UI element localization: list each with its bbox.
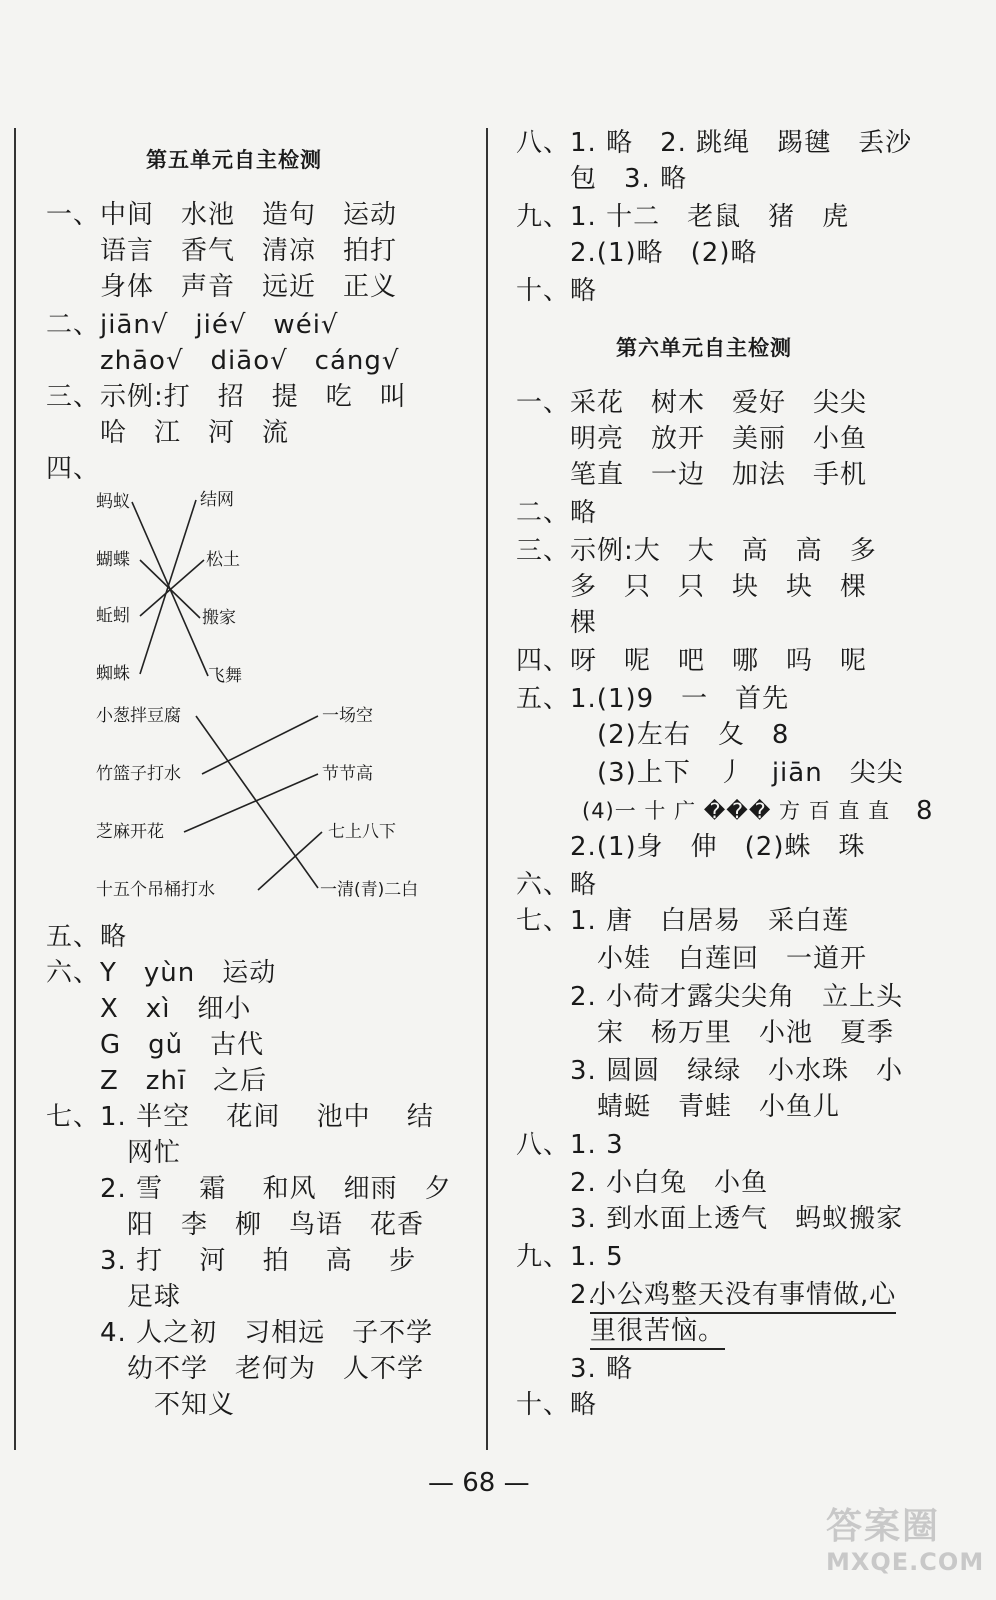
connector-line [140, 500, 196, 674]
left-line: 网忙 [46, 1138, 182, 1168]
left-line: 3. 打 河 拍 高 步 [46, 1246, 417, 1276]
match1-left-item: 蚯蚓 [96, 606, 130, 626]
right-line: 九、1. 十二 老鼠 猪 虎 [516, 202, 850, 232]
left-line: 四、 [46, 454, 101, 484]
left-line: 六、Y yùn 运动 [46, 958, 277, 988]
right-line: 七、1. 唐 白居易 采白莲 [516, 906, 850, 936]
right-line: 五、1.(1)9 一 首先 [516, 684, 790, 714]
match2-right-item: 节节高 [322, 764, 373, 784]
match1-left-item: 蝴蝶 [96, 550, 130, 570]
left-line: 一、中间 水池 造句 运动 [46, 200, 398, 230]
column-divider [486, 128, 488, 1450]
left-line: 阳 李 柳 鸟语 花香 [46, 1210, 425, 1240]
left-line: 不知义 [46, 1390, 236, 1420]
left-line: 七、1. 半空 花间 池中 结 [46, 1102, 434, 1132]
right-line: 一、采花 树木 爱好 尖尖 [516, 388, 868, 418]
right-line: 宋 杨万里 小池 夏季 [516, 1018, 895, 1048]
left-line: 足球 [46, 1282, 182, 1312]
right-line: 2. 小白兔 小鱼 [516, 1168, 769, 1198]
connector-line [184, 774, 318, 832]
left-line: 三、示例:打 招 提 吃 叫 [46, 382, 407, 412]
left-line: 4. 人之初 习相远 子不学 [46, 1318, 434, 1348]
right-line: 小娃 白莲回 一道开 [516, 944, 868, 974]
right-line: 笔直 一边 加法 手机 [516, 460, 868, 490]
right-line: 3. 圆圆 绿绿 小水珠 小 [516, 1056, 904, 1086]
right-line: 2. 小荷才露尖尖角 立上头 [516, 982, 904, 1012]
underlined-answer-line-2: 里很苦恼。 [590, 1316, 725, 1350]
right-line: 明亮 放开 美丽 小鱼 [516, 424, 868, 454]
match1-right-item: 松土 [206, 550, 240, 570]
left-line: zhāo√ diāo√ cáng√ [46, 346, 400, 376]
right-line: 棵 [516, 608, 598, 638]
right-line: 九、1. 5 [516, 1242, 624, 1272]
right-line: 八、1. 3 [516, 1130, 624, 1160]
match1-left-item: 蚂蚁 [96, 492, 130, 512]
right-line: 2. [516, 1280, 607, 1310]
left-line: Z zhī 之后 [46, 1066, 268, 1096]
match2-left-item: 十五个吊桶打水 [96, 880, 215, 900]
connector-line [140, 560, 200, 618]
right-line: 十、略 [516, 276, 598, 306]
right-line: 六、略 [516, 870, 598, 900]
watermark-text-bottom: MXQE.COM [826, 1548, 985, 1576]
match2-right-item: 一清(青)二白 [320, 880, 419, 900]
right-line: 2.(1)略 (2)略 [516, 238, 758, 268]
right-line: 2.(1)身 伸 (2)蛛 珠 [516, 832, 866, 862]
right-line: (4)一 十 广 ��� 方 百 直 直 [516, 799, 891, 823]
right-line: 3. 略 [516, 1354, 634, 1384]
left-line: 身体 声音 远近 正义 [46, 272, 398, 302]
right-line: 二、略 [516, 498, 598, 528]
match2-right-item: 一场空 [322, 706, 373, 726]
left-line: 哈 江 河 流 [46, 418, 290, 448]
connector-line [258, 832, 322, 890]
match2-left-item: 芝麻开花 [96, 822, 164, 842]
left-line: G gǔ 古代 [46, 1030, 265, 1060]
match2-left-item: 小葱拌豆腐 [96, 706, 181, 726]
page-number: — 68 — [428, 1468, 530, 1498]
match1-right-item: 飞舞 [208, 666, 242, 686]
connector-line [132, 502, 208, 676]
unit6-title: 第六单元自主检测 [616, 336, 792, 360]
left-line: 五、略 [46, 922, 128, 952]
right-line: 八、1. 略 2. 跳绳 踢毽 丢沙 [516, 128, 913, 158]
connector-line [140, 560, 204, 616]
connector-line [196, 716, 318, 888]
right-line: 四、呀 呢 吧 哪 吗 呢 [516, 646, 868, 676]
stroke-count: 8 [916, 796, 934, 826]
watermark-logo [826, 1506, 985, 1586]
match2-left-item: 竹篮子打水 [96, 764, 181, 784]
right-line: 包 3. 略 [516, 164, 688, 194]
connector-line [202, 716, 318, 774]
underlined-answer-line-1: 小公鸡整天没有事情做,心 [590, 1280, 896, 1314]
left-line: 2. 雪 霜 和风 细雨 夕 [46, 1174, 452, 1204]
right-line: 3. 到水面上透气 蚂蚁搬家 [516, 1204, 904, 1234]
left-line: 幼不学 老何为 人不学 [46, 1354, 425, 1384]
right-line: 十、略 [516, 1390, 598, 1420]
right-line: (3)上下 丿 jiān 尖尖 [516, 758, 904, 788]
match1-left-item: 蜘蛛 [96, 664, 130, 684]
unit5-title: 第五单元自主检测 [146, 148, 322, 172]
left-line: 二、jiān√ jié√ wéi√ [46, 310, 339, 340]
match1-right-item: 结网 [200, 490, 234, 510]
left-line: X xì 细小 [46, 994, 252, 1024]
right-line: 多 只 只 块 块 棵 [516, 572, 868, 602]
match1-right-item: 搬家 [202, 608, 236, 628]
match2-right-item: 七上八下 [328, 822, 396, 842]
left-border-rule [14, 128, 16, 1450]
right-line: 三、示例:大 大 高 高 多 [516, 536, 877, 566]
right-line: 蜻蜓 青蛙 小鱼儿 [516, 1092, 841, 1122]
right-line: (2)左右 夂 8 [516, 720, 790, 750]
watermark-text-top: 答案圈 [826, 1506, 941, 1547]
left-line: 语言 香气 清凉 拍打 [46, 236, 398, 266]
